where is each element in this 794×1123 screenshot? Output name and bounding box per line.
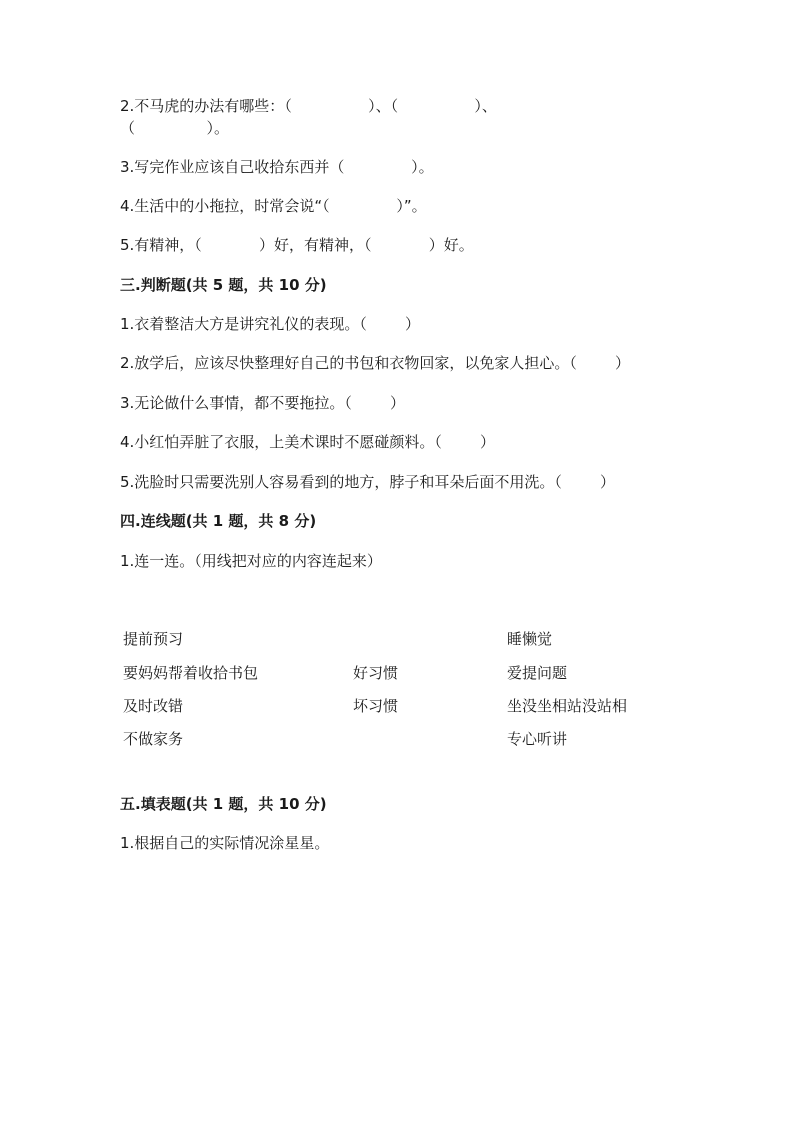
fill-blank-q2-line1: 2.不马虎的办法有哪些：（ ）、（ ）、 [120, 97, 497, 115]
matching-left-1: 提前预习 [123, 630, 184, 648]
matching-question: 1.连一连。（用线把对应的内容连起来） [120, 552, 382, 570]
table-fill-question: 1.根据自己的实际情况涂星星。 [120, 834, 330, 852]
fill-blank-q4: 4.生活中的小拖拉，时常会说“（ ）”。 [120, 197, 427, 215]
matching-right-1: 睡懒觉 [507, 630, 553, 648]
section-heading-table-fill: 五.填表题(共 1 题，共 10 分) [120, 795, 327, 813]
matching-right-2: 爱提问题 [507, 664, 568, 682]
matching-left-2: 要妈妈帮着收拾书包 [123, 664, 259, 682]
matching-middle-2: 坏习惯 [353, 697, 399, 715]
judge-item-4: 4.小红怕弄脏了衣服，上美术课时不愿碰颜料。（ ） [120, 433, 495, 451]
judge-item-2: 2.放学后，应该尽快整理好自己的书包和衣物回家，以免家人担心。（ ） [120, 354, 630, 372]
fill-blank-q3: 3.写完作业应该自己收拾东西并（ ）。 [120, 158, 434, 176]
judge-item-5: 5.洗脸时只需要洗别人容易看到的地方，脖子和耳朵后面不用洗。（ ） [120, 473, 615, 491]
judge-item-1: 1.衣着整洁大方是讲究礼仪的表现。（ ） [120, 315, 420, 333]
fill-blank-q2-line2: （ ）。 [120, 119, 230, 137]
judge-item-3: 3.无论做什么事情，都不要拖拉。（ ） [120, 394, 405, 412]
fill-blank-q5: 5.有精神，（ ）好，有精神，（ ）好。 [120, 236, 474, 254]
section-heading-judge: 三.判断题(共 5 题，共 10 分) [120, 276, 327, 294]
matching-left-4: 不做家务 [123, 730, 184, 748]
matching-middle-1: 好习惯 [353, 664, 399, 682]
section-heading-matching: 四.连线题(共 1 题，共 8 分) [120, 512, 317, 530]
matching-right-4: 专心听讲 [507, 730, 568, 748]
matching-left-3: 及时改错 [123, 697, 184, 715]
matching-right-3: 坐没坐相站没站相 [507, 697, 628, 715]
